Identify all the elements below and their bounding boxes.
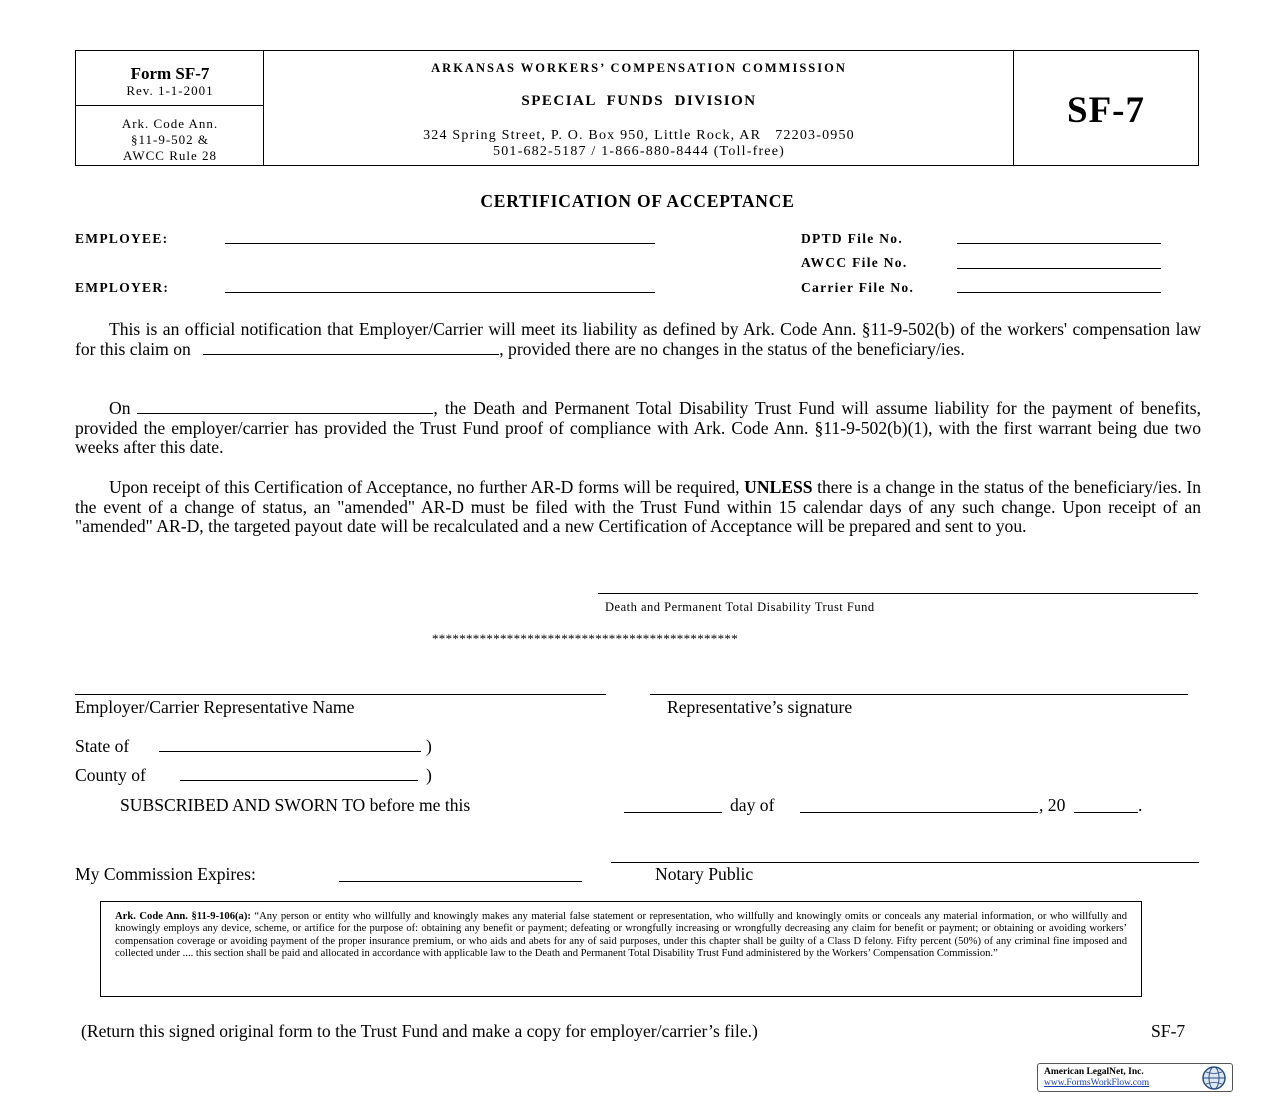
publisher-url[interactable]: www.FormsWorkFlow.com [1044, 1078, 1150, 1088]
rep-name-line[interactable] [75, 694, 606, 695]
sworn-text-b: day of [730, 795, 775, 815]
p1-text-b: , provided there are no changes in the status of the beneficiary/ies. [499, 338, 965, 359]
paragraph-liability [75, 320, 1201, 359]
page-title: CERTIFICATION OF ACCEPTANCE [480, 191, 795, 211]
form-name: Form SF-7 [130, 64, 210, 83]
trust-fund-signature-label: Death and Permanent Total Disability Trust Fund [605, 600, 875, 614]
sworn-text-a: SUBSCRIBED AND SWORN TO before me this [120, 795, 471, 815]
publisher-logo[interactable] [1037, 1063, 1233, 1092]
paragraph-trust-fund [75, 399, 1201, 458]
rep-name-label: Employer/Carrier Representative Name [75, 697, 355, 717]
separator: ********************************************* [432, 631, 738, 646]
paragraph-receipt [75, 478, 1201, 537]
p2-text-a: On [109, 398, 131, 418]
awcc-file-label: AWCC File No. [801, 255, 908, 270]
p3-text-a: Upon receipt of this Certification of Acceptance, no further AR-D forms will be required, [109, 477, 740, 497]
sworn-month-field[interactable] [800, 812, 1038, 813]
p1-text-a: This is an official notification that Employer/Carrier will meet its liability as defined by Ark. Code Ann. §11-9-502(b) of the workers' compensation law for this claim on [75, 319, 1201, 359]
commission-field[interactable] [339, 881, 582, 882]
code-line-2: §11-9-502 & [130, 132, 210, 147]
state-field[interactable] [159, 751, 421, 752]
state-paren: ) [426, 736, 432, 756]
carrier-file-field[interactable] [957, 292, 1161, 293]
assume-date-field[interactable] [137, 399, 433, 414]
state-label: State of [75, 736, 130, 756]
p2-text-b: , the Death and Permanent Total Disability Trust Fund will assume liability for the payment of benefits, provided the employer/carrier has provided the Trust Fund proof of compliance with Ark. Code Ann. §11-9-502(b)(1), with the first warrant being due two weeks after this date. [75, 398, 1201, 458]
legal-citation: Ark. Code Ann. §11-9-106(a): [115, 911, 251, 922]
notary-signature-line[interactable] [611, 862, 1199, 863]
p3-unless: UNLESS [744, 477, 813, 497]
commission-label: My Commission Expires: [75, 864, 256, 884]
form-header [75, 50, 1199, 166]
employee-label: EMPLOYEE: [75, 231, 169, 246]
publisher-name: American LegalNet, Inc. [1044, 1067, 1144, 1077]
agency-name: ARKANSAS WORKERS’ COMPENSATION COMMISSION [431, 61, 847, 75]
division-name: SPECIAL FUNDS DIVISION [521, 93, 757, 109]
agency-address: 324 Spring Street, P. O. Box 950, Little Rock, AR 72203-0950 [423, 128, 855, 143]
awcc-file-field[interactable] [957, 268, 1161, 269]
globe-icon [1200, 1065, 1228, 1091]
form-revision: Rev. 1-1-2001 [126, 83, 214, 98]
sworn-text-c: , 20 [1039, 795, 1066, 815]
code-line-1: Ark. Code Ann. [121, 116, 219, 131]
claim-date-field[interactable] [203, 340, 499, 355]
agency-phone: 501-682-5187 / 1-866-880-8444 (Toll-free) [493, 144, 785, 159]
county-field[interactable] [180, 780, 418, 781]
sworn-text-d: . [1138, 795, 1143, 815]
footer-note: (Return this signed original form to the Trust Fund and make a copy for employer/carrier’s file.) [81, 1021, 758, 1041]
county-label: County of [75, 765, 146, 785]
rep-signature-line[interactable] [650, 694, 1188, 695]
rep-signature-label: Representative’s signature [667, 697, 853, 717]
notary-label: Notary Public [655, 864, 754, 884]
form-id-cell [76, 51, 264, 106]
form-code-cell [1014, 51, 1198, 165]
agency-cell [264, 51, 1014, 165]
legal-text: “Any person or entity who willfully and knowingly makes any material false statement or representation, who willfully and knowingly omits or conceals any material information, or who willfully and knowingly employs any device, scheme, or artifice for the purpose of: obtaining any benefit or payment; defeating or wrongfully increasing or wrongfully decreasing any claim for benefit or payment; or obtaining or avoiding workers’ compensation coverage or avoiding payment of the proper insurance premium, or who aids and abets for any of said purposes, under this chapter shall be guilty of a Class D felony. Fifty percent (50%) of any criminal fine imposed and collected under .... this section shall be paid and allocated in accordance with applicable law to the Death and Permanent Total Disability Trust Fund administered by the Workers’ Compensation Commission.” [115, 911, 1127, 960]
footer-form-code: SF-7 [1151, 1021, 1186, 1041]
sworn-day-field[interactable] [624, 812, 722, 813]
employer-label: EMPLOYER: [75, 280, 170, 295]
dptd-file-field[interactable] [957, 243, 1161, 244]
employee-field[interactable] [225, 243, 655, 244]
sworn-year-field[interactable] [1074, 812, 1138, 813]
carrier-file-label: Carrier File No. [801, 280, 915, 295]
employer-field[interactable] [225, 292, 655, 293]
code-cell [76, 106, 264, 165]
dptd-file-label: DPTD File No. [801, 231, 904, 246]
code-line-3: AWCC Rule 28 [122, 148, 217, 163]
trust-fund-signature-line[interactable] [598, 593, 1198, 594]
legal-notice [100, 901, 1142, 997]
form-code: SF-7 [1067, 90, 1145, 131]
p3-text-b: there is a change in the status of the beneficiary/ies. In the event of a change of status, an "amended" AR-D must be filed with the Trust Fund within 15 calendar days of any such change. Upon receipt of an "amended" AR-D, the targeted payout date will be recalculated and a new Certification of Acceptance will be prepared and sent to you. [75, 477, 1201, 537]
county-paren: ) [426, 765, 432, 785]
